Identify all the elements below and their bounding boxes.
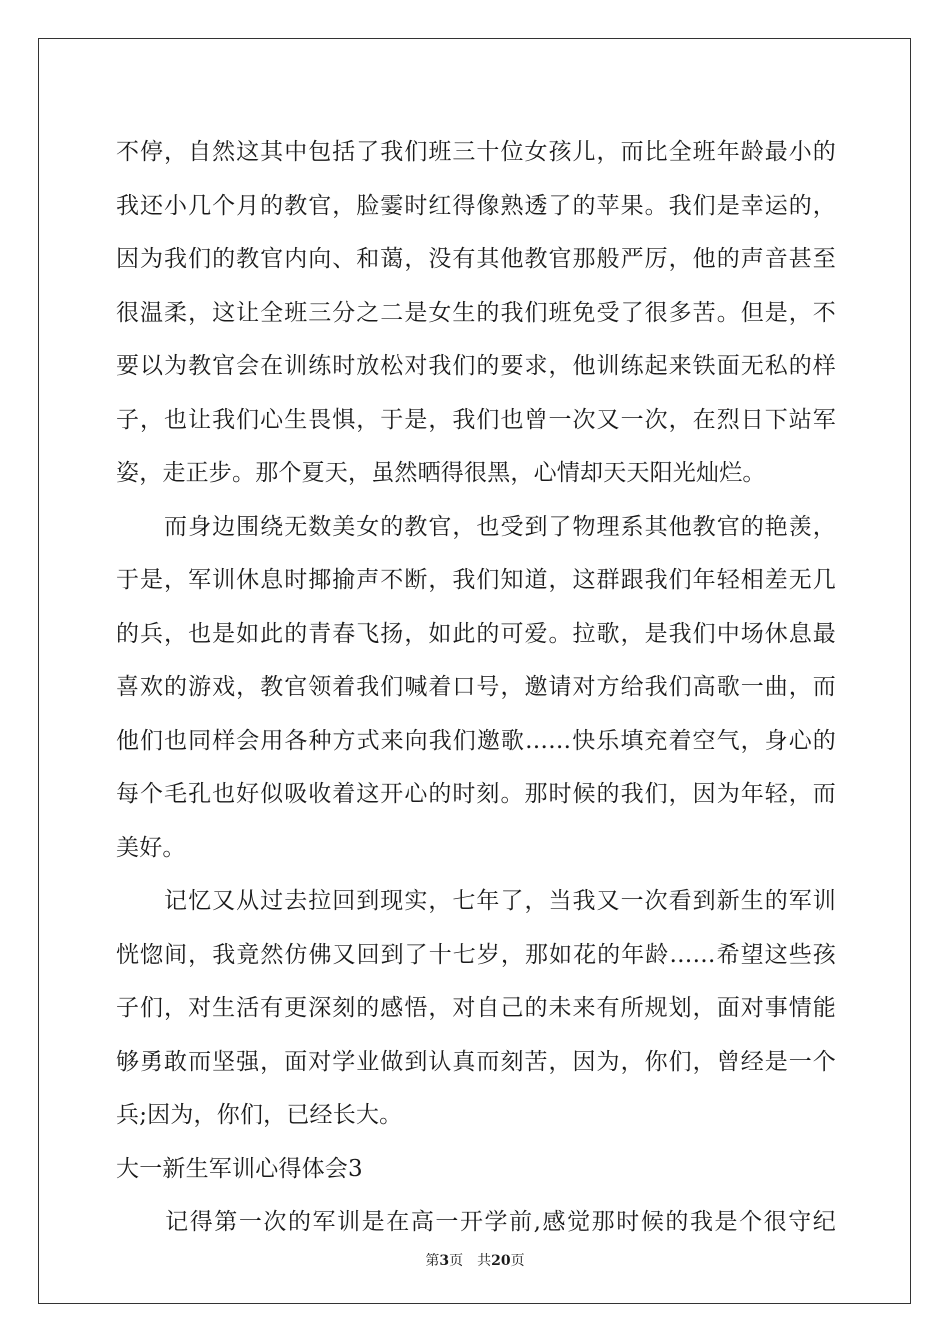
text-line: 记忆又从过去拉回到现实，七年了，当我又一次看到新生的军训 — [116, 888, 836, 914]
text-line: 很温柔，这让全班三分之二是女生的我们班免受了很多苦。但是，不 — [116, 299, 836, 326]
text-line: 的兵，也是如此的青春飞扬，如此的可爱。拉歌，是我们中场休息最 — [116, 620, 836, 647]
text-line: 喜欢的游戏，教官领着我们喊着口号，邀请对方给我们高歌一曲，而 — [116, 674, 836, 700]
text-line: 而身边围绕无数美女的教官，也受到了物理系其他教官的艳羡， — [116, 513, 836, 540]
page-current: 3 — [439, 1253, 450, 1269]
text-line: 不停，自然这其中包括了我们班三十位女孩儿，而比全班年龄最小的 — [116, 139, 836, 165]
text-line: 每个毛孔也好似吸收着这开心的时刻。那时候的我们，因为年轻，而 — [116, 781, 836, 807]
text-line: 我还小几个月的教官，脸霎时红得像熟透了的苹果。我们是幸运的， — [116, 192, 836, 219]
page-footer — [0, 1252, 950, 1270]
page-unit: 页 — [449, 1253, 464, 1269]
total-unit: 页 — [510, 1253, 525, 1269]
page-prefix: 第 — [425, 1253, 440, 1269]
text-line: 要以为教官会在训练时放松对我们的要求，他训练起来铁面无私的样 — [116, 353, 836, 379]
text-line: 够勇敢而坚强，面对学业做到认真而刻苦，因为，你们，曾经是一个 — [116, 1048, 836, 1075]
text-line: 姿，走正步。那个夏天，虽然晒得很黑，心情却天天阳光灿烂。 — [116, 460, 766, 486]
total-prefix: 共 — [477, 1253, 492, 1269]
text-line: 美好。 — [116, 834, 186, 861]
text-line: 子们，对生活有更深刻的感悟，对自己的未来有所规划，面对事情能 — [116, 995, 836, 1021]
text-line: 记得第一次的军训是在高一开学前,感觉那时候的我是个很守纪 — [116, 1209, 836, 1235]
section-heading: 大一新生军训心得体会3 — [116, 1155, 363, 1182]
text-line: 于是，军训休息时揶揄声不断，我们知道，这群跟我们年轻相差无几 — [116, 567, 836, 593]
page-total: 20 — [491, 1253, 511, 1269]
document-body — [116, 126, 836, 1250]
text-line: 兵;因为，你们，已经长大。 — [116, 1102, 403, 1128]
text-line: 他们也同样会用各种方式来向我们邀歌……快乐填充着空气，身心的 — [116, 727, 836, 754]
text-line: 因为我们的教官内向、和蔼，没有其他教官那般严厉，他的声音甚至 — [116, 246, 836, 272]
text-line: 恍惚间，我竟然仿佛又回到了十七岁，那如花的年龄……希望这些孩 — [116, 941, 836, 968]
text-line: 子，也让我们心生畏惧，于是，我们也曾一次又一次，在烈日下站军 — [116, 406, 836, 433]
